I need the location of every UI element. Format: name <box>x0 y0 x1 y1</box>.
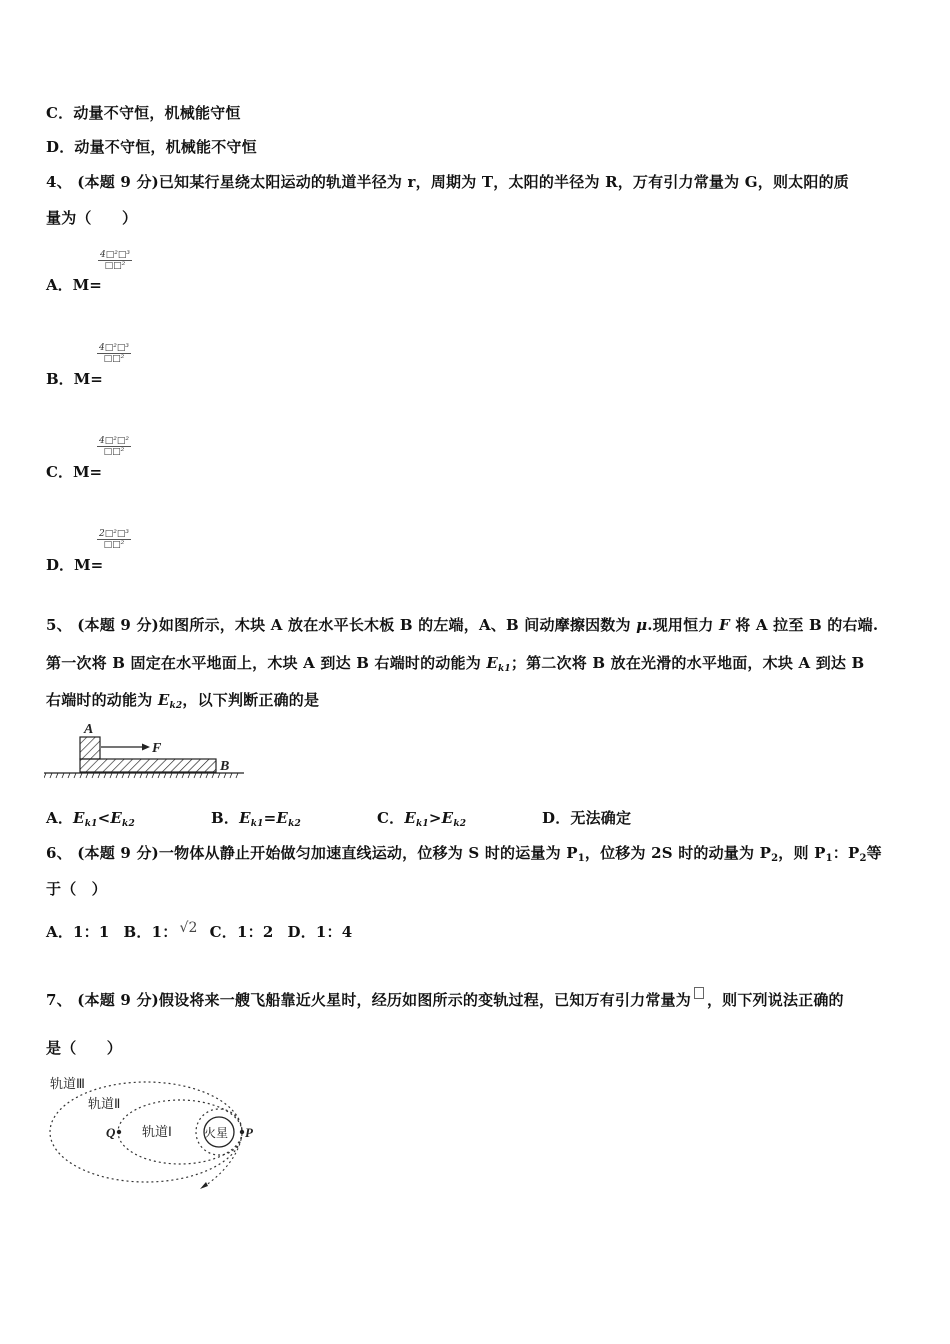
label-q: Q <box>106 1125 116 1140</box>
q4-stem-line2: 量为（ ） <box>46 209 138 227</box>
fraction-numerator: 4□²□² <box>99 436 129 446</box>
energy-symbol: E <box>73 809 85 827</box>
operator: < <box>97 809 111 827</box>
q4-option-d-fraction <box>97 529 131 550</box>
q4-option-a-fraction <box>98 250 132 271</box>
subscript: 2 <box>771 853 779 864</box>
text: ，则 P <box>778 844 826 862</box>
q7-stem-line1 <box>46 987 844 1010</box>
text: 等 <box>866 844 882 862</box>
q4-option-d-label: D．M= <box>46 556 104 574</box>
text: 7、 (本题 9 分)假设将来一艘飞船靠近火星时，经历如图所示的变轨过程，已知万有引力常量为 <box>46 991 691 1009</box>
block-a <box>80 737 100 759</box>
fraction-numerator: 4□²□³ <box>100 250 130 260</box>
q5-option-c <box>377 807 466 829</box>
operator: > <box>428 809 442 827</box>
energy-symbol: E <box>110 809 123 827</box>
text: ，位移为 2S 时的动量为 P <box>584 844 772 862</box>
fraction-numerator: 4□²□³ <box>99 343 129 353</box>
text: 将 A 拉至 B 的右端. <box>729 616 879 634</box>
q6-stem-line2: 于（ ） <box>46 880 107 898</box>
text: ：P <box>832 844 860 862</box>
label-orbit-1: 轨道Ⅰ <box>142 1124 172 1139</box>
subscript: k2 <box>122 819 135 829</box>
q4-option-a <box>46 274 102 295</box>
text: ，则下列说法正确的 <box>706 991 844 1009</box>
text: C． <box>377 809 405 827</box>
q7-orbit-figure <box>46 1072 268 1192</box>
energy-symbol: E <box>276 809 289 827</box>
point-q <box>117 1130 121 1134</box>
mu-symbol: μ <box>636 616 648 634</box>
text: ；第二次将 B 放在光滑的水平地面，木块 A 到达 B <box>510 654 865 672</box>
q4-option-b <box>46 368 103 389</box>
label-orbit-2: 轨道Ⅱ <box>88 1096 121 1111</box>
subscript: k1 <box>415 819 429 829</box>
q6-option-a: A．1：1 <box>46 923 110 941</box>
energy-symbol: E <box>404 809 416 827</box>
subscript: 1 <box>577 853 585 864</box>
q7-stem-line2: 是（ ） <box>46 1039 123 1057</box>
q4-option-b-fraction <box>97 343 131 364</box>
q5-option-b <box>211 807 301 829</box>
q4-option-a-label: A．M= <box>46 276 102 294</box>
text: B． <box>211 809 240 827</box>
q4-option-d <box>46 554 103 575</box>
q6-stem-line1 <box>46 842 882 864</box>
label-mars: 火星 <box>204 1126 229 1140</box>
operator: = <box>263 809 277 827</box>
energy-symbol: E <box>239 809 251 827</box>
q4-option-c <box>46 461 102 482</box>
subscript: k2 <box>169 701 183 711</box>
q4-stem-line1: 4、 (本题 9 分)已知某行星绕太阳运动的轨道半径为 r，周期为 T，太阳的半径为 R，万有引力常量为 G，则太阳的质 <box>46 173 849 191</box>
subscript: k1 <box>250 819 264 829</box>
q3-option-d: D．动量不守恒，机械能不守恒 <box>46 138 257 156</box>
trajectory-arrow-icon <box>200 1182 208 1189</box>
q5-stem-line1 <box>46 614 878 635</box>
text: 右端时的动能为 <box>46 691 158 709</box>
subscript: k2 <box>453 819 467 829</box>
q4-option-b-label: B．M= <box>46 370 103 388</box>
q3-option-c: C．动量不守恒，机械能守恒 <box>46 104 241 122</box>
q5-option-d: D．无法确定 <box>542 809 632 827</box>
q5-option-a <box>46 807 135 829</box>
text: 第一次将 B 固定在水平地面上，木块 A 到达 B 右端时的动能为 <box>46 654 487 672</box>
text: A． <box>46 809 74 827</box>
label-a: A <box>84 722 94 737</box>
fraction-denominator: □□² <box>103 447 125 457</box>
sqrt-two: √2 <box>179 920 198 936</box>
label-b: B <box>220 759 230 774</box>
energy-symbol: E <box>157 691 170 709</box>
subscript: k2 <box>288 819 301 829</box>
q5-stem-line3 <box>46 689 319 711</box>
subscript: 2 <box>859 853 867 864</box>
q4-option-c-label: C．M= <box>46 463 103 481</box>
fraction-denominator: □□² <box>104 261 126 271</box>
fraction-numerator: 2□²□³ <box>99 529 129 539</box>
energy-symbol: E <box>441 809 454 827</box>
text: 6、 (本题 9 分)一物体从静止开始做匀加速直线运动，位移为 S 时的运量为 P <box>46 844 578 862</box>
label-orbit-3: 轨道Ⅲ <box>50 1076 85 1091</box>
label-p: P <box>245 1125 253 1140</box>
fraction-denominator: □□² <box>103 354 125 364</box>
q4-option-c-fraction <box>97 436 131 457</box>
q5-stem-line2 <box>46 652 864 674</box>
board-b <box>80 759 216 772</box>
q6-option-c: C．1：2 <box>209 923 274 941</box>
subscript: k1 <box>84 819 98 829</box>
missing-glyph-icon <box>694 987 704 999</box>
point-p <box>240 1130 244 1134</box>
q6-options <box>46 920 366 942</box>
fraction-denominator: □□² <box>103 540 125 550</box>
subscript: k1 <box>498 664 511 674</box>
q6-option-b: B．1： <box>123 923 178 941</box>
text: 5、 (本题 9 分)如图所示，木块 A 放在水平长木板 B 的左端，A、B 间动摩擦因数为 <box>46 616 637 634</box>
force-arrow-head <box>142 744 150 751</box>
q5-block-board-figure <box>44 720 248 782</box>
subscript: 1 <box>825 853 833 864</box>
text: .现用恒力 <box>647 616 719 634</box>
force-symbol: F <box>718 616 730 634</box>
energy-symbol: E <box>486 654 498 672</box>
text: ，以下判断正确的是 <box>182 691 320 709</box>
label-f: F <box>152 741 162 756</box>
q6-option-d: D．1：4 <box>287 923 353 941</box>
ground-hatch <box>44 773 238 778</box>
